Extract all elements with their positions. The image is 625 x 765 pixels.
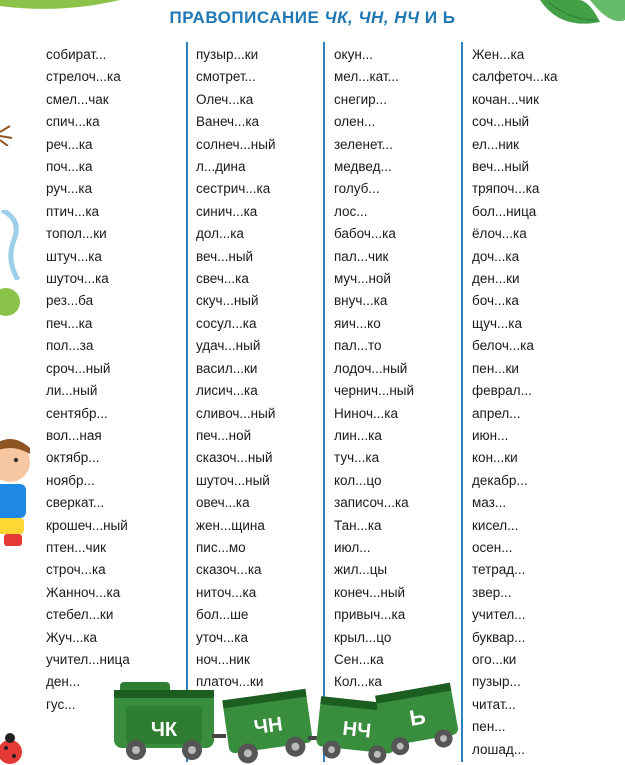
word-item: шуточ...ный (196, 472, 270, 488)
word-item: строч...ка (46, 562, 106, 578)
title-nch: НЧ (394, 8, 420, 27)
word-item: внуч...ка (334, 293, 388, 309)
word-item: сентябр... (46, 405, 108, 421)
word-column-4 (472, 44, 558, 761)
word-item: синич...ка (196, 203, 258, 219)
word-item: пен...ки (472, 360, 519, 376)
word-item: пен... (472, 719, 506, 735)
word-item: буквар... (472, 629, 526, 645)
title-soft-sign: Ь (442, 8, 456, 27)
word-item: окун... (334, 47, 374, 62)
word-item: лисич...ка (196, 383, 258, 399)
green-blob-icon (0, 284, 22, 320)
word-item: ноябр... (46, 472, 95, 488)
word-item: пузыр...ки (196, 47, 259, 62)
word-item: сказоч...ный (196, 450, 273, 466)
word-item: тряпоч...ка (472, 181, 540, 197)
word-item: туч...ка (334, 450, 380, 466)
word-item: ёлоч...ка (472, 226, 527, 242)
word-item: рез...ба (46, 293, 94, 309)
train-illustration (112, 676, 462, 765)
word-item: октябр... (46, 450, 100, 466)
word-item: печ...ной (196, 427, 252, 443)
word-item: дол...ка (196, 226, 244, 242)
word-item: сказоч...ка (196, 562, 262, 578)
word-column-1 (46, 44, 130, 716)
word-item: лошад... (472, 741, 526, 757)
word-item: ого...ки (472, 651, 517, 667)
word-item: солнеч...ный (196, 136, 276, 152)
word-item: пис...мо (196, 539, 246, 555)
word-item: васил...ки (196, 360, 258, 376)
word-item: скуч...ный (196, 293, 259, 309)
word-item: пал...то (334, 338, 382, 354)
word-item: Ниноч...ка (334, 405, 398, 421)
word-item: зеленет... (334, 136, 393, 152)
word-item: стебел...ки (46, 607, 114, 623)
twig-icon (0, 124, 14, 146)
word-item: Олеч...ка (196, 91, 254, 107)
word-item: лин...ка (334, 427, 382, 443)
word-item: олен... (334, 114, 376, 130)
word-item: пол...за (46, 338, 94, 354)
word-item: тетрад... (472, 562, 526, 578)
column-divider (186, 42, 188, 762)
train-car-label: НЧ (341, 717, 373, 743)
word-item: печ...ка (46, 315, 93, 331)
word-item: шуточ...ка (46, 271, 109, 287)
word-item: птен...чик (46, 539, 107, 555)
boy-character-icon (0, 434, 36, 554)
word-item: лодоч...ный (334, 360, 408, 376)
word-item: муч...ной (334, 271, 391, 287)
word-item: Жуч...ка (46, 629, 98, 645)
word-item: уточ...ка (196, 629, 248, 645)
word-item: мел...кат... (334, 69, 399, 85)
word-item: ли...ный (46, 383, 98, 399)
word-item: кол...цо (334, 472, 382, 488)
word-item: апрел... (472, 405, 521, 421)
word-item: поч...ка (46, 159, 93, 175)
word-item: сестрич...ка (196, 181, 271, 197)
word-item: звер... (472, 584, 512, 600)
word-item: л...дина (196, 159, 246, 175)
word-item: крыл...цо (334, 629, 392, 645)
word-item: учител... (472, 607, 526, 623)
column-divider (461, 42, 463, 762)
word-item: Тан...ка (334, 517, 382, 533)
word-item: боч...ка (472, 293, 519, 309)
word-item: снегир... (334, 91, 387, 107)
word-item: феврал... (472, 383, 532, 399)
word-item: вол...ная (46, 427, 102, 443)
word-item: веч...ный (196, 248, 254, 264)
word-item: учител...ница (46, 651, 130, 667)
word-item: свеч...ка (196, 271, 249, 287)
train-locomotive (114, 682, 214, 760)
word-item: бол...ше (196, 607, 249, 623)
word-item: руч...ка (46, 181, 93, 197)
word-item: ел...ник (472, 136, 520, 152)
word-item: Жен...ка (472, 47, 525, 62)
word-item: записоч...ка (334, 495, 409, 511)
ribbon-decoration-icon (0, 210, 22, 280)
page-title (0, 8, 625, 28)
word-item: бабоч...ка (334, 226, 396, 242)
word-item: осен... (472, 539, 513, 555)
word-item: смел...чак (46, 91, 109, 107)
word-item: чернич...ный (334, 383, 415, 399)
train-car (222, 689, 314, 765)
word-item: веч...ный (472, 159, 530, 175)
word-item: Сен...ка (334, 651, 384, 667)
word-item: кисел... (472, 517, 519, 533)
word-item: платоч...ки (196, 674, 264, 690)
word-item: кочан...чик (472, 91, 539, 107)
word-item: кон...ки (472, 450, 518, 466)
word-item: жен...щина (196, 517, 265, 533)
title-prefix: ПРАВОПИСАНИЕ (169, 8, 320, 27)
train-car-label: ЧН (252, 713, 284, 740)
word-item: медвед... (334, 159, 392, 175)
word-item: салфеточ...ка (472, 69, 558, 85)
word-item: овеч...ка (196, 495, 250, 511)
word-item: Кол...ка (334, 674, 382, 690)
word-item: бол...ница (472, 203, 537, 219)
word-item: топол...ки (46, 226, 107, 242)
word-item: жил...цы (334, 562, 388, 578)
word-item: удач...ный (196, 338, 261, 354)
word-item: сверкат... (46, 495, 105, 511)
word-item: смотрет... (196, 69, 256, 85)
word-item: ноч...ник (196, 651, 250, 667)
word-item: крошеч...ный (46, 517, 128, 533)
word-item: сосул...ка (196, 315, 257, 331)
word-item: яич...ко (334, 315, 381, 331)
word-item: реч...ка (46, 136, 93, 152)
word-item: спич...ка (46, 114, 100, 130)
word-item: щуч...ка (472, 315, 523, 331)
word-item: сроч...ный (46, 360, 111, 376)
word-item: пузыр... (472, 674, 521, 690)
word-item: сливоч...ный (196, 405, 276, 421)
word-item: декабр... (472, 472, 528, 488)
word-item: лос... (334, 203, 368, 219)
word-column-3 (334, 44, 414, 694)
title-chk: ЧК, (324, 8, 354, 27)
word-item: стрелоч...ка (46, 69, 121, 85)
word-item: конеч...ный (334, 584, 406, 600)
word-column-2 (196, 44, 276, 694)
word-item: июл... (334, 539, 371, 555)
title-chn: ЧН, (358, 8, 390, 27)
train-car-label: Ь (407, 703, 428, 731)
word-item: июн... (472, 427, 509, 443)
word-item: привыч...ка (334, 607, 406, 623)
word-item: соч...ный (472, 114, 530, 130)
word-item: голуб... (334, 181, 380, 197)
word-item: пал...чик (334, 248, 389, 264)
word-item: птич...ка (46, 203, 100, 219)
word-item: доч...ка (472, 248, 520, 264)
word-item: читат... (472, 696, 516, 712)
word-item: собират... (46, 47, 107, 62)
word-item: Жанноч...ка (46, 584, 121, 600)
train-car-label: ЧК (150, 719, 178, 741)
column-divider (323, 42, 325, 762)
title-and: И (424, 8, 438, 27)
word-item: ден... (46, 674, 81, 690)
word-item: ниточ...ка (196, 584, 257, 600)
word-item: ден...ки (472, 271, 520, 287)
word-item: маз... (472, 495, 507, 511)
word-item: гус... (46, 696, 76, 712)
word-item: белоч...ка (472, 338, 534, 354)
word-item: штуч...ка (46, 248, 102, 264)
ladybug-icon (0, 728, 24, 765)
word-item: Ванеч...ка (196, 114, 260, 130)
